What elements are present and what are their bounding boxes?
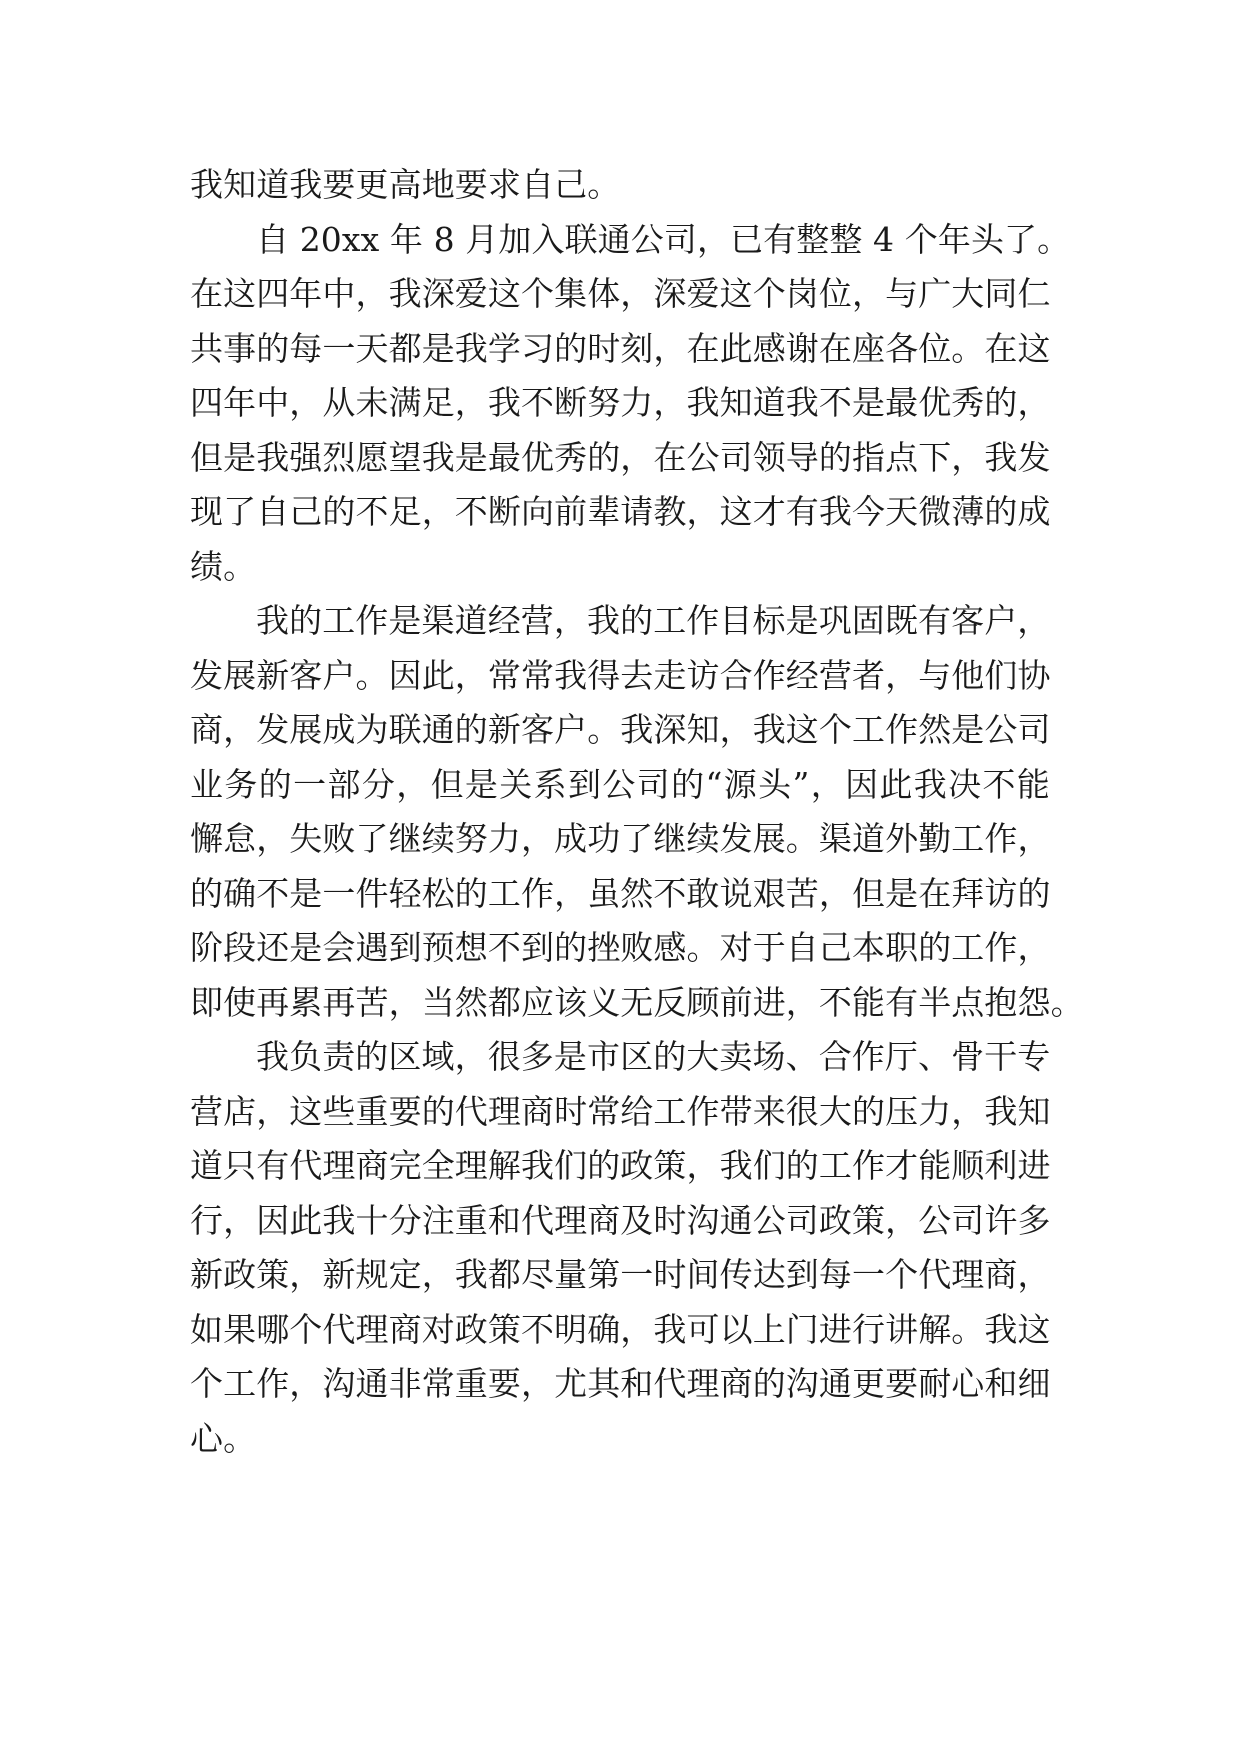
document-body xyxy=(190,158,1084,1466)
paragraph-line: 发展新客户。因此，常常我得去走访合作经营者，与他们协 xyxy=(190,655,1051,695)
paragraph-line: 绩。 xyxy=(190,546,257,586)
paragraph-line: 自 20xx 年 8 月加入联通公司，已有整整 4 个年头了。 xyxy=(256,219,1071,259)
paragraph-2 xyxy=(190,213,1071,595)
paragraph-line: 四年中，从未满足，我不断努力，我知道我不是最优秀的， xyxy=(190,383,1051,422)
paragraph-4 xyxy=(190,1030,1050,1466)
paragraph-line: 共事的每一天都是我学习的时刻，在此感谢在座各位。在这 xyxy=(190,328,1051,368)
paragraph-line: 如果哪个代理商对政策不明确，我可以上门进行讲解。我这 xyxy=(190,1309,1051,1349)
paragraph-line: 道只有代理商完全理解我们的政策，我们的工作才能顺利进 xyxy=(190,1146,1051,1185)
paragraph-line: 业务的一部分，但是关系到公司的“源头”，因此我决不能 xyxy=(190,764,1050,804)
paragraph-line: 我负责的区域，很多是市区的大卖场、合作厅、骨干专 xyxy=(256,1037,1051,1076)
paragraph-line: 现了自己的不足，不断向前辈请教，这才有我今天微薄的成 xyxy=(190,492,1051,531)
paragraph-1 xyxy=(190,158,1050,213)
paragraph-3 xyxy=(190,594,1084,1030)
paragraph-line: 商，发展成为联通的新客户。我深知，我这个工作然是公司 xyxy=(190,710,1051,749)
paragraph-line: 新政策，新规定，我都尽量第一时间传达到每一个代理商， xyxy=(190,1255,1051,1294)
paragraph-line: 的确不是一件轻松的工作，虽然不敢说艰苦，但是在拜访的 xyxy=(190,873,1051,913)
paragraph-line: 心。 xyxy=(190,1418,257,1458)
paragraph-line: 行，因此我十分注重和代理商及时沟通公司政策，公司许多 xyxy=(190,1200,1051,1240)
paragraph-line: 在这四年中，我深爱这个集体，深爱这个岗位，与广大同仁 xyxy=(190,274,1051,313)
paragraph-line: 个工作，沟通非常重要，尤其和代理商的沟通更要耐心和细 xyxy=(190,1364,1051,1403)
paragraph-line: 懈怠，失败了继续努力，成功了继续发展。渠道外勤工作， xyxy=(190,819,1051,858)
paragraph-line: 我的工作是渠道经营，我的工作目标是巩固既有客户， xyxy=(256,601,1051,640)
paragraph-line: 阶段还是会遇到预想不到的挫败感。对于自己本职的工作， xyxy=(190,928,1051,967)
paragraph-line: 但是我强烈愿望我是最优秀的，在公司领导的指点下，我发 xyxy=(190,437,1051,477)
paragraph-line: 我知道我要更高地要求自己。 xyxy=(190,165,621,204)
paragraph-line: 营店，这些重要的代理商时常给工作带来很大的压力，我知 xyxy=(190,1091,1051,1131)
paragraph-line: 即使再累再苦，当然都应该义无反顾前进，不能有半点抱怨。 xyxy=(190,982,1084,1022)
